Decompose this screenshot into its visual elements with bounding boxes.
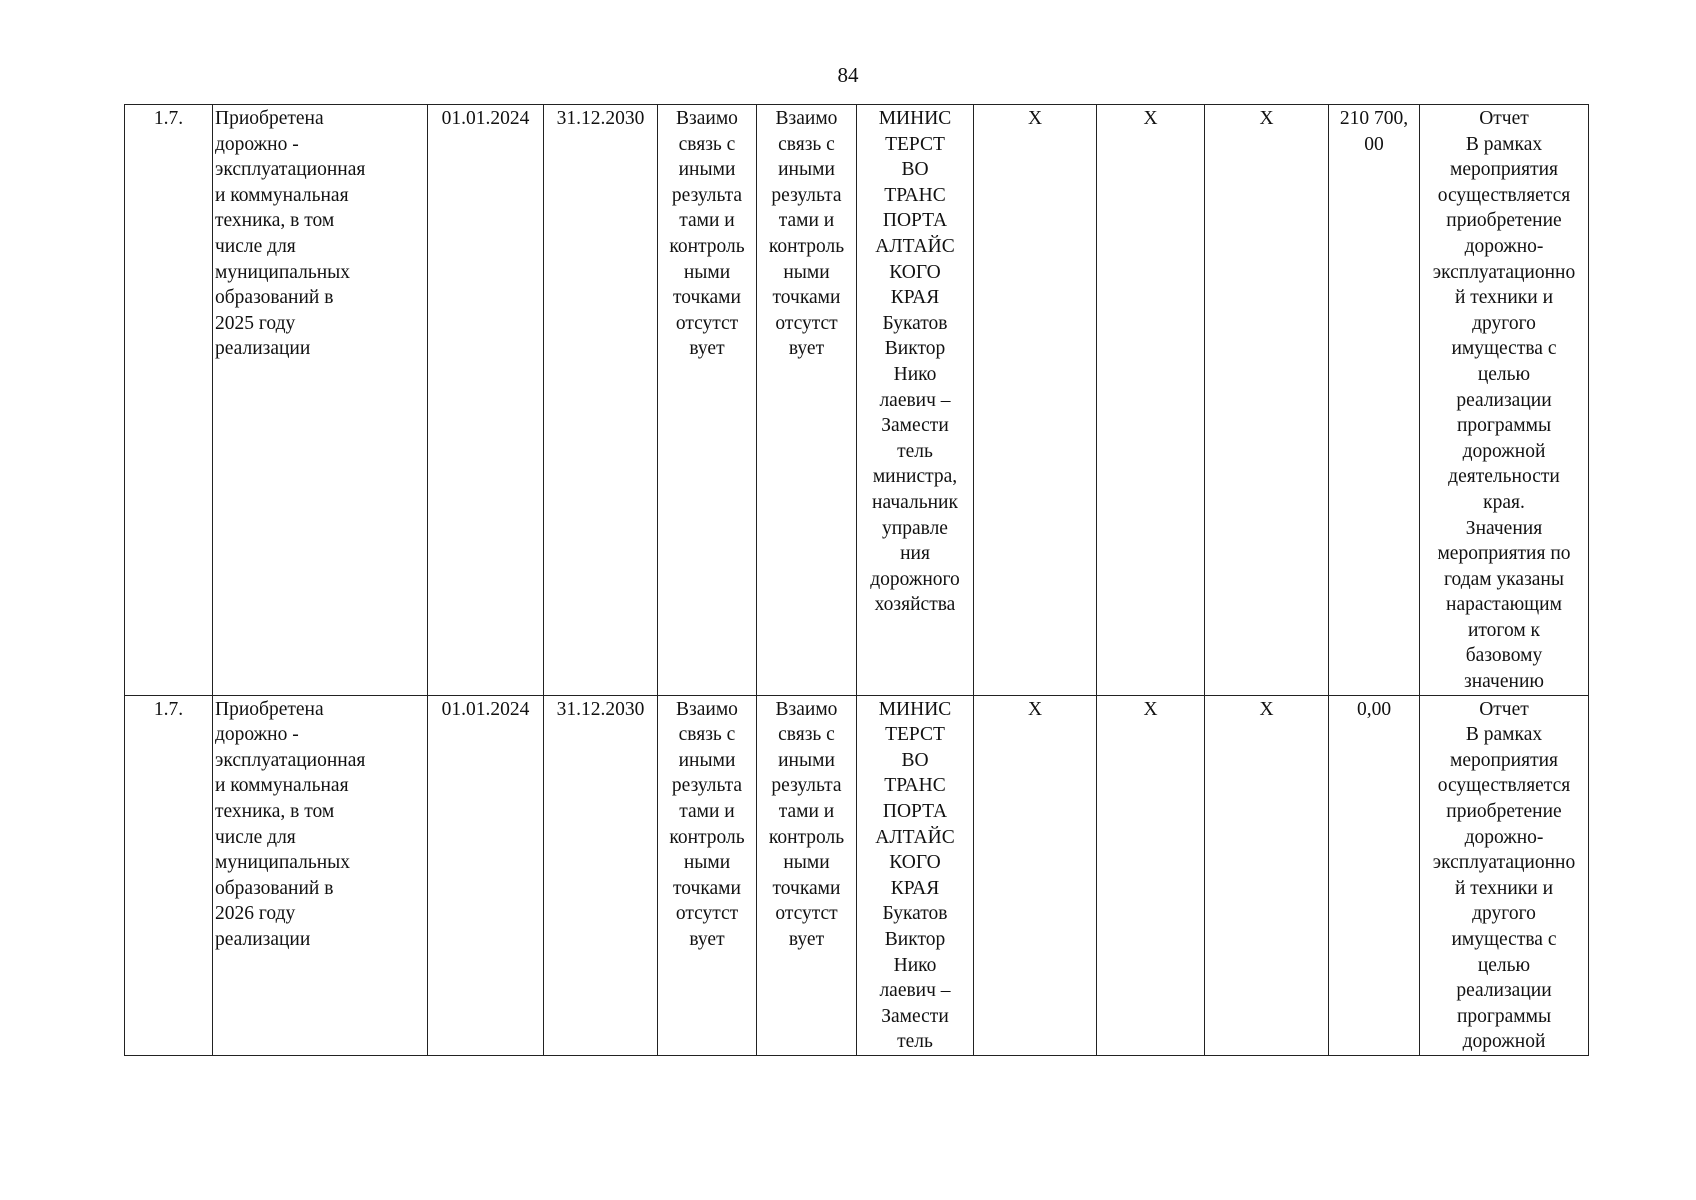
row-number-cell: 1.7. <box>125 105 213 696</box>
value-cell: 210 700, 00 <box>1329 105 1420 696</box>
row-number-cell: 1.7. <box>125 695 213 1055</box>
table-row <box>125 695 1589 1055</box>
x-cell-3: X <box>1205 695 1329 1055</box>
result-name-cell: Приобретена дорожно - эксплуатационная и коммунальная техника, в том числе для муниципальных образований в 2025 году реализации <box>213 105 428 696</box>
x-cell-1: X <box>974 105 1097 696</box>
start-date-cell: 01.01.2024 <box>428 105 544 696</box>
relation-cell-2: Взаимо связь с иными результа тами и контроль ными точками отсутст вует <box>757 105 857 696</box>
value-cell: 0,00 <box>1329 695 1420 1055</box>
comment-cell: Отчет В рамках мероприятия осуществляется приобретение дорожно- эксплуатационно й техники и другого имущества с целью реализации программы дорожной деятельности края. Значения мероприятия по годам указаны нарастающим итогом к базовому значению <box>1420 105 1589 696</box>
page-number: 84 <box>837 63 859 87</box>
relation-cell-1: Взаимо связь с иными результа тами и контроль ными точками отсутст вует <box>658 105 757 696</box>
responsible-cell: МИНИС ТЕРСТ ВО ТРАНС ПОРТА АЛТАЙС КОГО КРАЯ Букатов Виктор Нико лаевич – Замести тель министра, начальник управле ния дорожного хозяйства <box>857 105 974 696</box>
table-row <box>125 105 1589 696</box>
relation-cell-2: Взаимо связь с иными результа тами и контроль ными точками отсутст вует <box>757 695 857 1055</box>
result-name-cell: Приобретена дорожно - эксплуатационная и коммунальная техника, в том числе для муниципальных образований в 2026 году реализации <box>213 695 428 1055</box>
start-date-cell: 01.01.2024 <box>428 695 544 1055</box>
responsible-cell: МИНИС ТЕРСТ ВО ТРАНС ПОРТА АЛТАЙС КОГО КРАЯ Букатов Виктор Нико лаевич – Замести тель <box>857 695 974 1055</box>
x-cell-2: X <box>1097 105 1205 696</box>
relation-cell-1: Взаимо связь с иными результа тами и контроль ными точками отсутст вует <box>658 695 757 1055</box>
end-date-cell: 31.12.2030 <box>544 105 658 696</box>
x-cell-3: X <box>1205 105 1329 696</box>
activity-table <box>124 104 1589 1056</box>
x-cell-1: X <box>974 695 1097 1055</box>
end-date-cell: 31.12.2030 <box>544 695 658 1055</box>
comment-cell: Отчет В рамках мероприятия осуществляется приобретение дорожно- эксплуатационно й техники и другого имущества с целью реализации программы дорожной <box>1420 695 1589 1055</box>
x-cell-2: X <box>1097 695 1205 1055</box>
